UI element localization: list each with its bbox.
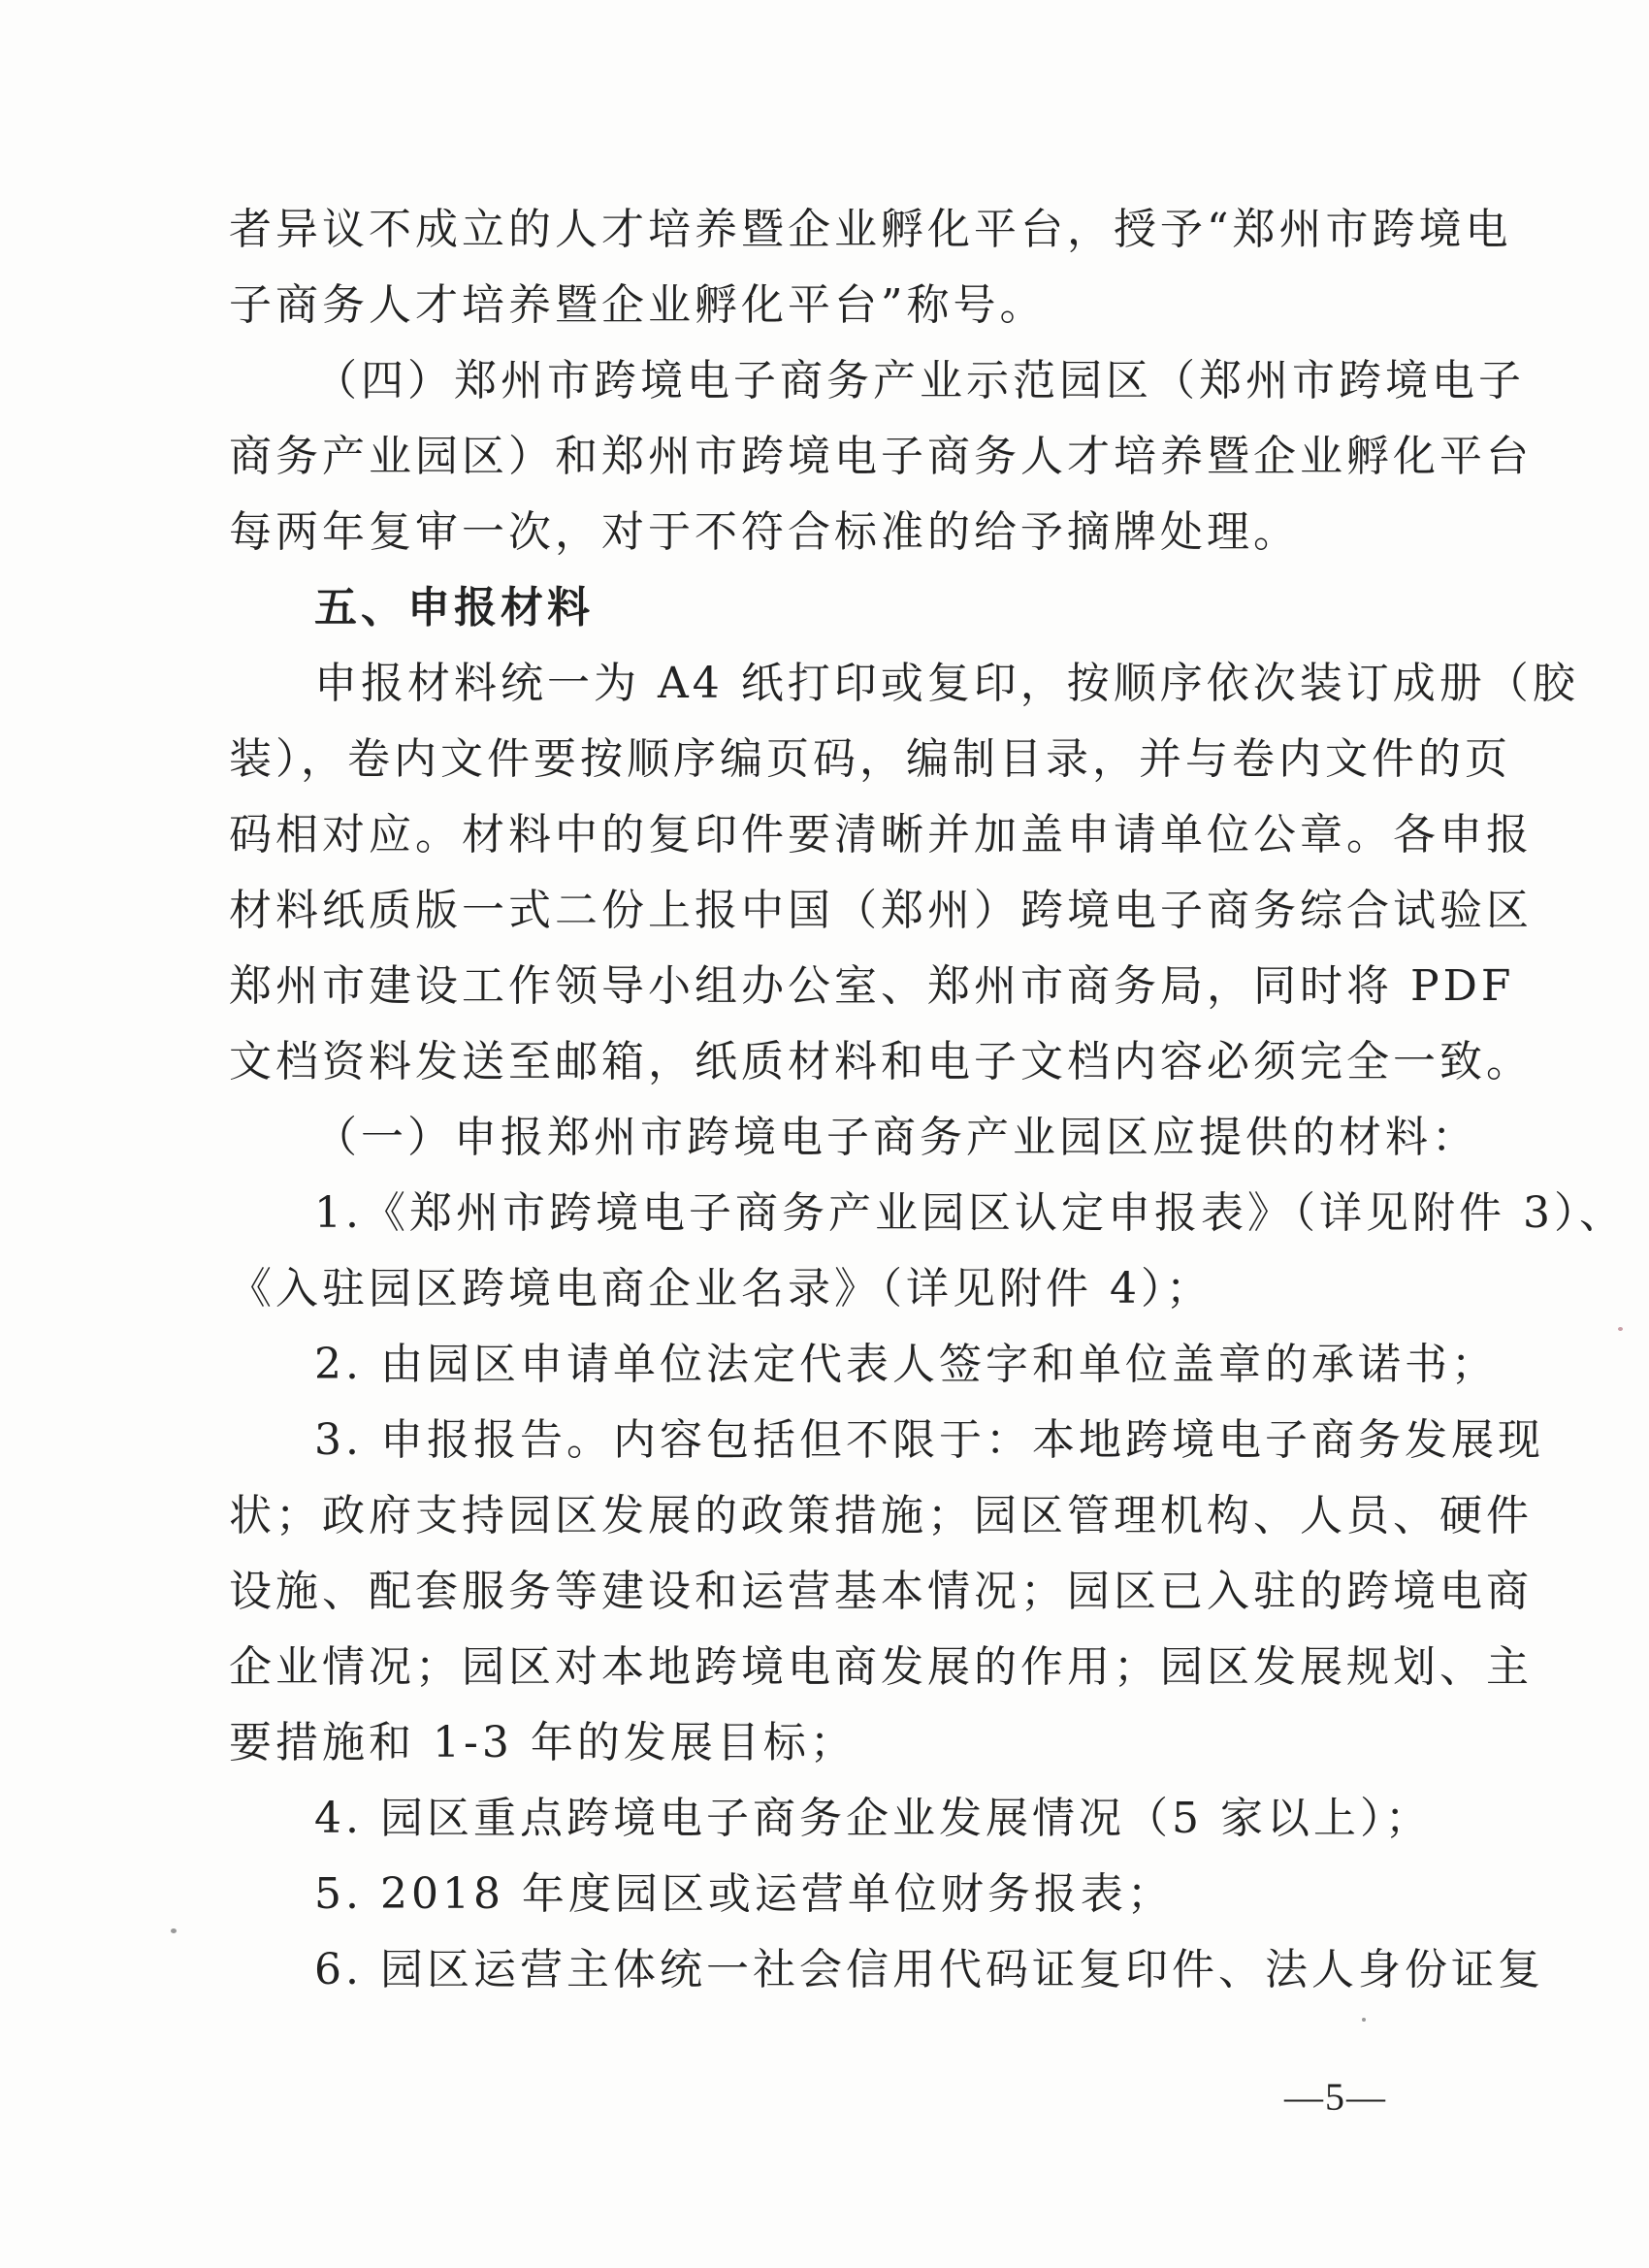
- text-line: 申报材料统一为 A4 纸打印或复印，按顺序依次装订成册（胶: [314, 659, 1579, 708]
- text-line: 装），卷内文件要按顺序编页码，编制目录，并与卷内文件的页: [229, 734, 1511, 784]
- list-item: 2. 由园区申请单位法定代表人签字和单位盖章的承诺书；: [314, 1340, 1498, 1389]
- text-line: 郑州市建设工作领导小组办公室、郑州市商务局，同时将 PDF: [229, 961, 1515, 1011]
- text-line: 每两年复审一次，对于不符合标准的给予摘牌处理。: [229, 507, 1300, 557]
- text-line: 码相对应。材料中的复印件要清晰并加盖申请单位公章。各申报: [229, 810, 1533, 859]
- text-line: （四）郑州市跨境电子商务产业示范园区（郑州市跨境电子: [314, 356, 1525, 405]
- text-line: 《入驻园区跨境电商企业名录》（详见附件 4）；: [229, 1264, 1212, 1313]
- page-number: —5—: [1284, 2075, 1387, 2119]
- text-line: 设施、配套服务等建设和运营基本情况；园区已入驻的跨境电商: [229, 1567, 1533, 1616]
- text-line: 商务产业园区）和郑州市跨境电子商务人才培养暨企业孵化平台: [229, 432, 1533, 481]
- text-line: 文档资料发送至邮箱，纸质材料和电子文档内容必须完全一致。: [229, 1037, 1533, 1086]
- text-line: 状；政府支持园区发展的政策措施；园区管理机构、人员、硬件: [229, 1491, 1533, 1540]
- text-line: 要措施和 1-3 年的发展目标；: [229, 1718, 857, 1767]
- list-item: 1.《郑州市跨境电子商务产业园区认定申报表》（详见附件 3）、: [314, 1188, 1626, 1238]
- scan-speck: [171, 1928, 177, 1933]
- text-line: 企业情况；园区对本地跨境电商发展的作用；园区发展规划、主: [229, 1642, 1533, 1692]
- list-item: 4. 园区重点跨境电子商务企业发展情况（5 家以上）；: [314, 1794, 1432, 1843]
- list-item: 6. 园区运营主体统一社会信用代码证复印件、法人身份证复: [314, 1945, 1544, 1994]
- text-line: 材料纸质版一式二份上报中国（郑州）跨境电子商务综合试验区: [229, 886, 1533, 935]
- scan-speck: [1618, 1327, 1623, 1331]
- document-body: [229, 192, 1626, 2008]
- text-line: 子商务人才培养暨企业孵化平台”称号。: [229, 280, 1047, 330]
- subsection-heading: （一）申报郑州市跨境电子商务产业园区应提供的材料：: [314, 1113, 1478, 1162]
- scan-speck: [1362, 2018, 1366, 2022]
- list-item: 3. 申报报告。内容包括但不限于：本地跨境电子商务发展现: [314, 1415, 1544, 1465]
- list-item: 5. 2018 年度园区或运营单位财务报表；: [314, 1869, 1174, 1919]
- text-line: 者异议不成立的人才培养暨企业孵化平台，授予“郑州市跨境电: [229, 205, 1512, 254]
- section-heading: 五、申报材料: [314, 583, 594, 632]
